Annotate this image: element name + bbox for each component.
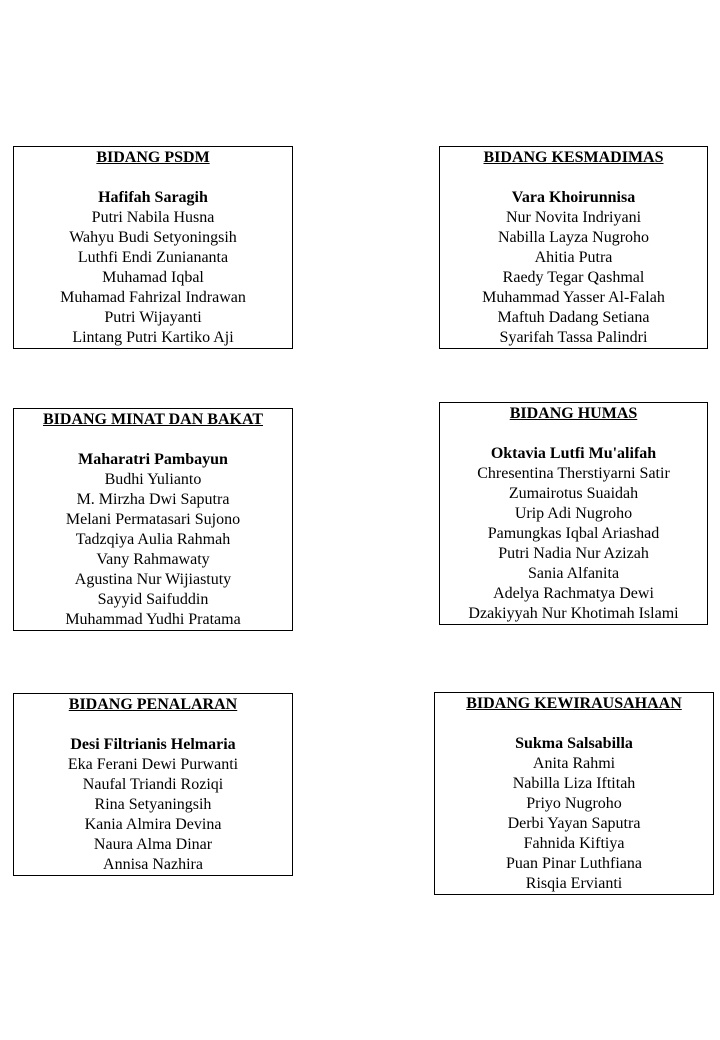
member-name: Maftuh Dadang Setiana — [497, 309, 650, 326]
member-name: Anita Rahmi — [532, 755, 616, 772]
division-box-kewirausahaan — [434, 692, 714, 895]
member-name: Muhamad Fahrizal Indrawan — [60, 289, 246, 306]
division-box-psdm — [13, 146, 293, 349]
member-list — [14, 755, 292, 875]
member-list — [440, 464, 707, 624]
member-list — [14, 470, 292, 630]
member-name: Tadzqiya Aulia Rahmah — [75, 531, 231, 548]
member-name: Raedy Tegar Qashmal — [502, 269, 645, 286]
member-name: Putri Nadia Nur Azizah — [498, 545, 649, 562]
member-name: Priyo Nugroho — [526, 795, 622, 812]
division-head: Maharatri Pambayun — [78, 451, 228, 468]
member-name: Putri Nabila Husna — [91, 209, 215, 226]
member-name: M. Mirzha Dwi Saputra — [76, 491, 230, 508]
division-title: BIDANG PENALARAN — [68, 696, 238, 713]
member-name: Nur Novita Indriyani — [505, 209, 642, 226]
member-name: Lintang Putri Kartiko Aji — [72, 329, 234, 346]
division-head: Sukma Salsabilla — [515, 735, 633, 752]
division-title: BIDANG MINAT DAN BAKAT — [42, 411, 263, 428]
member-name: Kania Almira Devina — [84, 816, 222, 833]
division-title: BIDANG KEWIRAUSAHAAN — [466, 695, 682, 712]
member-name: Muhammad Yudhi Pratama — [65, 611, 241, 628]
member-name: Wahyu Budi Setyoningsih — [69, 229, 237, 246]
member-name: Vany Rahmawaty — [96, 551, 210, 568]
member-name: Naufal Triandi Roziqi — [82, 776, 224, 793]
member-name: Agustina Nur Wijiastuty — [74, 571, 232, 588]
member-name: Annisa Nazhira — [103, 856, 203, 873]
member-name: Puan Pinar Luthfiana — [506, 855, 642, 872]
member-name: Fahnida Kiftiya — [523, 835, 625, 852]
member-name: Zumairotus Suaidah — [508, 485, 639, 502]
member-name: Urip Adi Nugroho — [514, 505, 633, 522]
member-name: Sania Alfanita — [527, 565, 620, 582]
member-name: Eka Ferani Dewi Purwanti — [67, 756, 239, 773]
member-list — [440, 208, 707, 348]
member-name: Muhamad Iqbal — [102, 269, 204, 286]
member-name: Adelya Rachmatya Dewi — [493, 585, 654, 602]
member-name: Sayyid Saifuddin — [97, 591, 209, 608]
member-name: Nabilla Liza Iftitah — [512, 775, 636, 792]
member-name: Pamungkas Iqbal Ariashad — [487, 525, 660, 542]
member-name: Putri Wijayanti — [104, 309, 202, 326]
member-name: Derbi Yayan Saputra — [507, 815, 641, 832]
member-list — [14, 208, 292, 348]
division-head: Hafifah Saragih — [98, 189, 208, 206]
division-box-minat-bakat — [13, 408, 293, 631]
member-list — [435, 754, 713, 894]
member-name: Dzakiyyah Nur Khotimah Islami — [468, 605, 679, 622]
division-head: Vara Khoirunnisa — [511, 189, 636, 206]
member-name: Melani Permatasari Sujono — [65, 511, 241, 528]
member-name: Naura Alma Dinar — [93, 836, 213, 853]
division-title: BIDANG KESMADIMAS — [483, 149, 664, 166]
member-name: Ahitia Putra — [534, 249, 613, 266]
division-head: Desi Filtrianis Helmaria — [70, 736, 236, 753]
member-name: Nabilla Layza Nugroho — [497, 229, 650, 246]
member-name: Budhi Yulianto — [104, 471, 202, 488]
division-head: Oktavia Lutfi Mu'alifah — [490, 445, 657, 462]
member-name: Syarifah Tassa Palindri — [499, 329, 648, 346]
member-name: Chresentina Therstiyarni Satir — [477, 465, 670, 482]
division-title: BIDANG PSDM — [96, 149, 210, 166]
division-box-penalaran — [13, 693, 293, 876]
member-name: Muhammad Yasser Al-Falah — [482, 289, 665, 306]
division-box-kesmadimas — [439, 146, 708, 349]
member-name: Rina Setyaningsih — [94, 796, 212, 813]
division-title: BIDANG HUMAS — [509, 405, 638, 422]
member-name: Luthfi Endi Zuniananta — [77, 249, 229, 266]
member-name: Risqia Ervianti — [525, 875, 623, 892]
division-box-humas — [439, 402, 708, 625]
